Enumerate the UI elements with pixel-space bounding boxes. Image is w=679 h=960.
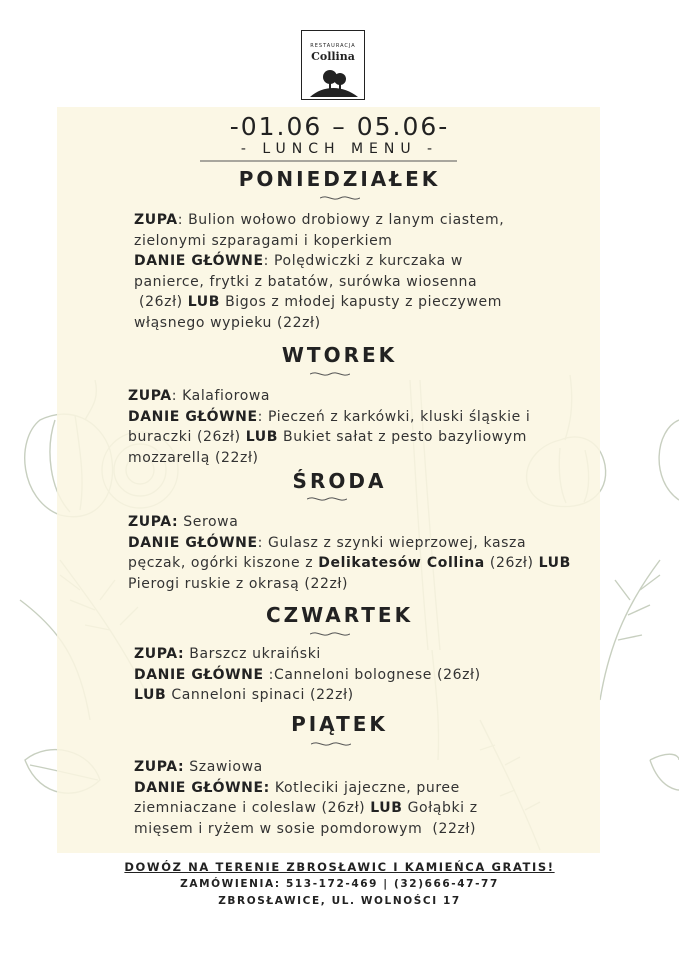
menu-line: DANIE GŁÓWNE: Polędwiczki z kurczaka w [134, 253, 463, 269]
tree-hill-icon [308, 67, 360, 97]
menu-line: LUB Canneloni spinaci (22zł) [134, 687, 354, 703]
delivery-notice: DOWÓZ NA TERENIE ZBROSŁAWIC I KAMIEŃCA GRATIS! [124, 860, 555, 874]
menu-line: Pierogi ruskie z okrasą (22zł) [128, 575, 349, 592]
title-underline [200, 160, 457, 162]
swirl-divider [310, 630, 350, 638]
menu-line: (26zł) LUB Bigos z młodej kapusty z pieczywem [134, 294, 502, 310]
swirl-divider [310, 370, 350, 378]
restaurant-logo [301, 30, 365, 100]
menu-subtitle: - LUNCH MENU - [240, 141, 439, 157]
menu-line: ZUPA: Bulion wołowo drobiowy z lanym ciastem, [134, 212, 505, 228]
menu-line: włąsnego wypieku (22zł) [134, 314, 321, 331]
day-menu-monday [134, 210, 504, 333]
menu-line: DANIE GŁÓWNE: Kotleciki jajeczne, puree [134, 779, 460, 796]
menu-line: pęczak, ogórki kiszone z Delikatesów Collina (26zł) LUB [128, 555, 571, 571]
menu-line: panierce, frytki z batatów, surówka wiosenna [134, 273, 478, 290]
day-heading-thursday: CZWARTEK [265, 603, 414, 627]
menu-line: mięsem i ryżem w sosie pomdorowym (22zł) [134, 820, 477, 837]
day-heading-tuesday: WTOREK [281, 343, 398, 367]
menu-line: zielonymi szparagami i koperkiem [134, 232, 393, 249]
menu-line: DANIE GŁÓWNE: Pieczeń z karkówki, kluski śląskie i [128, 408, 531, 425]
restaurant-address: ZBROSŁAWICE, UL. WOLNOŚCI 17 [218, 895, 461, 907]
menu-line: DANIE GŁÓWNE :Canneloni bolognese (26zł) [134, 666, 481, 683]
day-menu-friday [134, 757, 478, 839]
swirl-divider [311, 740, 351, 748]
menu-line: ZUPA: Barszcz ukraiński [134, 646, 321, 662]
menu-line: buraczki (26zł) LUB Bukiet sałat z pesto bazyliowym [128, 429, 527, 445]
swirl-divider [307, 495, 347, 503]
menu-line: mozzarellą (22zł) [128, 449, 259, 466]
day-menu-thursday [134, 644, 481, 706]
order-phones: ZAMÓWIENIA: 513-172-469 | (32)666-47-77 [180, 878, 499, 890]
day-heading-monday: PONIEDZIAŁEK [238, 167, 441, 191]
day-heading-friday: PIĄTEK [291, 712, 388, 736]
day-menu-wednesday [128, 512, 571, 594]
menu-line: ziemniaczane i coleslaw (26zł) LUB Gołąbki z [134, 800, 478, 816]
menu-line: ZUPA: Kalafiorowa [128, 388, 271, 404]
menu-line: ZUPA: Szawiowa [134, 759, 263, 775]
menu-line: DANIE GŁÓWNE: Gulasz z szynki wieprzowej, kasza [128, 534, 527, 551]
menu-line: ZUPA: Serowa [128, 514, 239, 530]
logo-subtitle: RESTAURACJA [310, 43, 356, 49]
day-menu-tuesday [128, 386, 530, 468]
logo-name: Collina [311, 50, 355, 63]
day-heading-wednesday: ŚRODA [292, 469, 387, 493]
swirl-divider [320, 194, 360, 202]
menu-dates: -01.06 – 05.06- [229, 112, 450, 141]
